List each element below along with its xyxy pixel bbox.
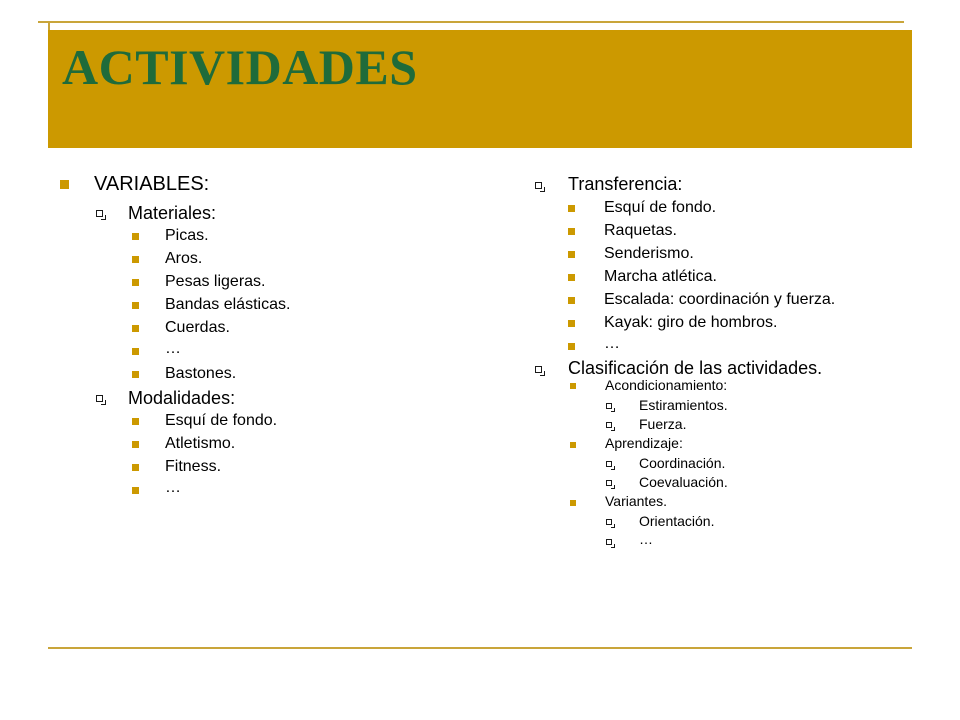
group-label: Aprendizaje: [605, 435, 683, 451]
list-item: … [639, 531, 653, 547]
square-bullet-icon [568, 343, 575, 350]
right-column [480, 0, 960, 720]
list-item: Picas. [165, 227, 209, 244]
square-bullet-icon [132, 371, 139, 378]
square-bullet-icon [132, 256, 139, 263]
square-bullet-icon [568, 274, 575, 281]
list-item: Raquetas. [604, 222, 677, 239]
square-bullet-icon [132, 233, 139, 240]
checkbox-bullet-icon [96, 210, 103, 217]
list-item: Senderismo. [604, 245, 694, 262]
checkbox-bullet-icon [535, 182, 542, 189]
checkbox-bullet-icon [606, 461, 612, 467]
list-item: … [165, 340, 181, 357]
square-bullet-icon [568, 205, 575, 212]
transferencia-label: Transferencia: [568, 174, 683, 194]
square-bullet-icon [568, 297, 575, 304]
square-bullet-icon [132, 348, 139, 355]
list-item: Bastones. [165, 365, 237, 382]
square-bullet-icon [132, 325, 139, 332]
square-bullet-icon [132, 487, 139, 494]
group-label: Acondicionamiento: [605, 377, 728, 393]
list-item: Orientación. [639, 513, 715, 529]
checkbox-bullet-icon [606, 480, 612, 486]
square-bullet-icon [132, 418, 139, 425]
square-bullet-icon [60, 180, 69, 189]
clasificacion-label: Clasificación de las actividades. [568, 358, 823, 378]
checkbox-bullet-icon [96, 395, 103, 402]
list-item: Pesas ligeras. [165, 273, 266, 290]
list-item: Fuerza. [639, 416, 687, 432]
checkbox-bullet-icon [606, 519, 612, 525]
list-item: Bandas elásticas. [165, 296, 291, 313]
variables-heading: VARIABLES: [94, 173, 210, 195]
materiales-label: Materiales: [128, 203, 217, 223]
list-item: Aros. [165, 250, 203, 267]
list-item: Atletismo. [165, 435, 236, 452]
checkbox-bullet-icon [535, 366, 542, 373]
square-bullet-icon [570, 442, 576, 448]
list-item: Escalada: coordinación y fuerza. [604, 291, 836, 308]
list-item: Kayak: giro de hombros. [604, 314, 778, 331]
list-item: Coordinación. [639, 455, 726, 471]
square-bullet-icon [570, 383, 576, 389]
list-item: Esquí de fondo. [604, 199, 717, 216]
list-item: Coevaluación. [639, 474, 728, 490]
square-bullet-icon [568, 251, 575, 258]
modalidades-label: Modalidades: [128, 388, 236, 408]
checkbox-bullet-icon [606, 539, 612, 545]
list-item: Cuerdas. [165, 319, 230, 336]
slide-title: ACTIVIDADES [62, 39, 418, 95]
list-item: Estiramientos. [639, 397, 728, 413]
square-bullet-icon [132, 441, 139, 448]
square-bullet-icon [132, 464, 139, 471]
list-item: Fitness. [165, 458, 222, 475]
checkbox-bullet-icon [606, 403, 612, 409]
square-bullet-icon [568, 320, 575, 327]
group-label: Variantes. [605, 493, 667, 509]
square-bullet-icon [568, 228, 575, 235]
square-bullet-icon [132, 279, 139, 286]
list-item: Esquí de fondo. [165, 412, 278, 429]
list-item: … [604, 335, 620, 352]
list-item: Marcha atlética. [604, 268, 717, 285]
checkbox-bullet-icon [606, 422, 612, 428]
square-bullet-icon [132, 302, 139, 309]
list-item: … [165, 479, 181, 496]
square-bullet-icon [570, 500, 576, 506]
